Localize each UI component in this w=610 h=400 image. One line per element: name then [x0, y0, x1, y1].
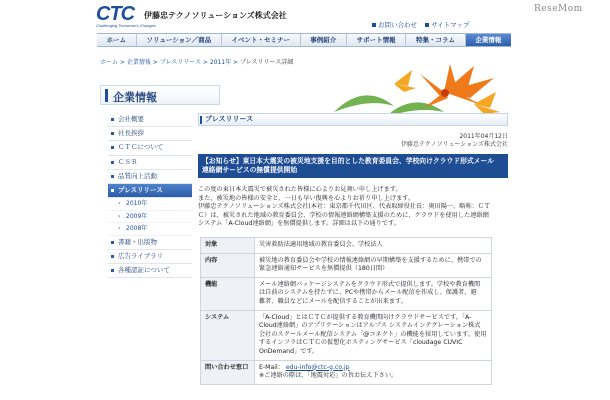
header-links: [372, 20, 475, 29]
body-line: Ｃ）は、被災された地域の教育委員会、学校の情報連絡網構築支援のために、クラウドを使用した連絡網: [198, 211, 489, 219]
body-line: 伊藤忠テクノソリューションズ株式会社(本社：東京都千代田区、代表取締役社長：奥田陽一、略称：ＣＴ: [198, 203, 491, 211]
site-header: [0, 0, 610, 30]
nav-events[interactable]: イベント・セミナー: [222, 34, 301, 46]
value-line: Cloud連絡網」のアプリケーションはアルプス システムインテグレーション株式: [259, 322, 481, 330]
square-bullet-icon: [372, 23, 376, 27]
value-line: するインフラはＣＴＣの仮想化ホスティングサービス「cloudage CUVIC: [259, 339, 463, 347]
section-title: プレスリリース: [198, 113, 508, 126]
sidebar-subitem-2010[interactable]: › 2010年: [108, 198, 192, 211]
nav-features[interactable]: 特集・コラム: [406, 34, 465, 46]
breadcrumb-year[interactable]: 2011年: [209, 59, 232, 66]
notice-line: 連絡網サービスの無償提供開始: [202, 166, 298, 174]
email-link[interactable]: edu-info@ctc-g.co.jp: [285, 363, 350, 371]
row-key: 機能: [201, 277, 255, 310]
release-body: [198, 186, 508, 229]
row-key: システム: [201, 310, 255, 360]
company-name: 伊藤忠テクノソリューションズ株式会社: [144, 11, 287, 20]
sidebar-item-csr[interactable]: ＣＳＲ: [108, 156, 192, 170]
main-content: [198, 113, 508, 229]
sidebar-nav: [108, 113, 192, 278]
sidebar-subitem-2008[interactable]: › 2008年: [108, 223, 192, 236]
breadcrumb-corporate[interactable]: 企業情報: [126, 59, 151, 66]
value-line: 難者、職員などにメールを配信することが出来ます。: [259, 297, 407, 305]
breadcrumb: ホーム > 企業情報 > プレスリリース > 2011年 > プレスリリース詳細: [100, 59, 294, 66]
body-line: この度の東日本大震災で被災された皆様に心よりお見舞い申し上げます。: [198, 186, 402, 193]
nav-solutions[interactable]: ソリューション／商品: [137, 34, 222, 46]
resemom-watermark: ReseMom: [534, 4, 583, 14]
notice-headline: [198, 154, 508, 178]
table-row: [201, 310, 492, 360]
logo-wordmark: CTC: [96, 3, 135, 25]
table-row: [201, 238, 492, 254]
row-value: [255, 310, 492, 360]
value-line: 緊急連絡通知サービスを無償提供（180日間）: [259, 265, 389, 273]
sidebar-item-about-ctc[interactable]: ＣＴＣについて: [108, 141, 192, 155]
row-value: [255, 277, 492, 310]
contact-link[interactable]: お問い合わせ: [372, 21, 417, 29]
page-title-box: [100, 85, 220, 105]
sitemap-link[interactable]: サイトマップ: [425, 21, 469, 29]
notice-line: 【お知らせ】東日本大震災の被災地支援を目的とした教育委員会、学校向けクラウド形式メール: [202, 157, 494, 165]
row-value: [255, 360, 492, 384]
table-row: [201, 360, 492, 384]
value-line: 会社のスクールメール配信システム「@コネクト」の機能を採用しています。使用: [259, 330, 487, 338]
page-title: 企業情報: [113, 91, 157, 104]
row-key: 対象: [201, 238, 255, 254]
value-line: は自前のシステムを持たずに、PCや携帯からメール配信を作成し、保護者、避: [259, 289, 477, 297]
release-org: 伊藤忠テクノソリューションズ株式会社: [400, 141, 508, 148]
logo-tagline: Challenging Tomorrow's Changes: [96, 23, 156, 28]
value-line: メール連絡網パッケージシステムをクラウド形式で提供します。学校や教育機関: [259, 280, 481, 288]
table-row: [201, 253, 492, 277]
sidebar-item-president-message[interactable]: 社長挨拶: [108, 127, 192, 141]
value-line: ※ご連絡の際は、「地震対応」の旨お伝え下さい。: [259, 372, 398, 380]
global-nav: [97, 33, 511, 47]
row-value: [255, 253, 492, 277]
details-table: [200, 237, 492, 385]
row-key: 問い合わせ窓口: [201, 360, 255, 384]
release-date: 2011年04月12日: [459, 133, 508, 140]
value-line: OnDemand」です。: [259, 347, 319, 355]
sidebar-item-press-release[interactable]: プレスリリース: [108, 184, 192, 198]
email-label: E-Mail：: [259, 363, 284, 371]
sidebar-item-quality[interactable]: 品質向上活動: [108, 170, 192, 184]
row-key: 内容: [201, 253, 255, 277]
value-line: 「A-Cloud」とはＣＴＣが提供する教育機関向けクラウドサービスです。「A-: [259, 313, 472, 321]
value-line: 被災地の教育委員会や学校の情報連絡網の早期構築を支援するために、携帯での: [259, 256, 482, 264]
nav-case-studies[interactable]: 事例紹介: [301, 34, 347, 46]
sidebar-item-certifications[interactable]: 各種認証について: [108, 264, 192, 278]
body-line: また、被災地の皆様の安全と、一日も早い復興を心よりお祈り申し上げます。: [198, 194, 415, 202]
nav-home[interactable]: ホーム: [97, 34, 137, 46]
breadcrumb-home[interactable]: ホーム: [100, 59, 119, 66]
sidebar-item-publications[interactable]: 書籍・出版物: [108, 236, 192, 250]
value-line: 災害救助法適用地域の教育委員会、学校法人: [259, 241, 383, 248]
nav-support[interactable]: サポート情報: [347, 34, 406, 46]
body-line: システム「A-Cloud連絡網」を無償提供します。詳細は以下の通りです。: [198, 220, 400, 228]
flower-decoration-icon: [324, 62, 514, 120]
row-value: [255, 238, 492, 254]
title-accent-bar: [105, 89, 108, 102]
sidebar-item-company-profile[interactable]: 会社概要: [108, 113, 192, 127]
nav-corporate[interactable]: 企業情報: [466, 34, 511, 46]
breadcrumb-press[interactable]: プレスリリース: [159, 59, 201, 66]
square-bullet-icon: [425, 23, 429, 27]
value-line: [259, 364, 487, 373]
sidebar-item-ad-library[interactable]: 広告ライブラリ: [108, 250, 192, 264]
sidebar-subitem-2009[interactable]: › 2009年: [108, 211, 192, 224]
table-row: [201, 277, 492, 310]
breadcrumb-current: プレスリリース詳細: [239, 59, 294, 66]
